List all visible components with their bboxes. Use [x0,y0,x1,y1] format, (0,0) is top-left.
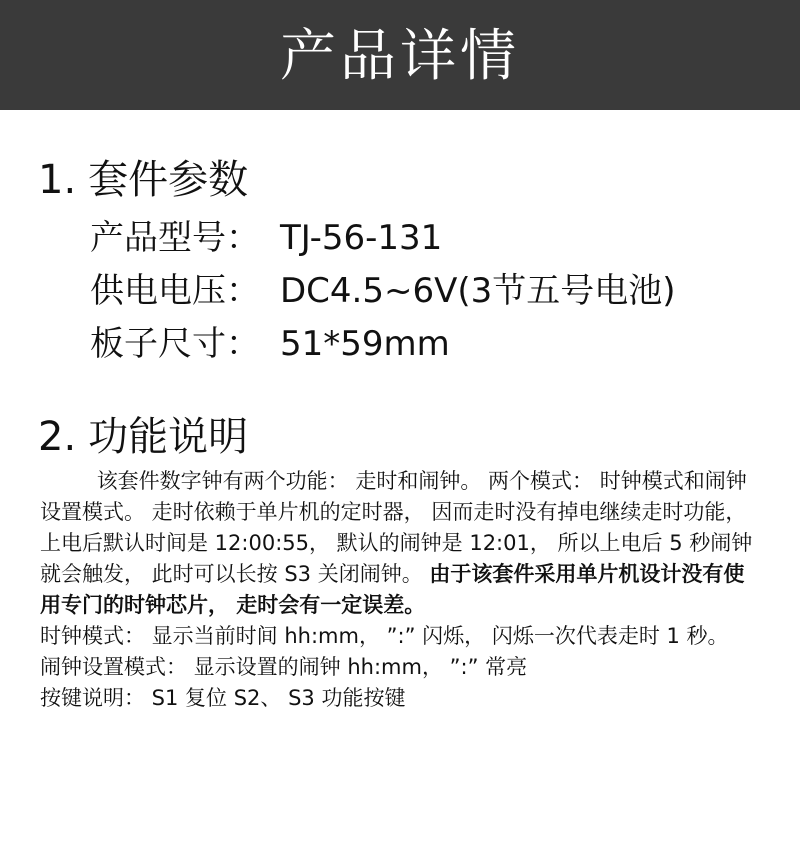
section-title-text: 功能说明 [88,414,249,460]
page-title: 产品详情 [280,24,520,89]
page-header [0,0,800,110]
spec-model [90,215,442,261]
spec-label: 产品型号： [90,218,260,258]
section-function-title [38,412,248,462]
spec-label: 板子尺寸： [90,324,260,364]
section-kit-params-title [38,155,248,205]
clock-mode-text: 时钟模式： 显示当前时间 hh:mm， ”:” 闪烁， 闪烁一次代表走时 1 秒。 [40,624,729,648]
spec-value: 51*59mm [280,324,450,364]
spec-board-size [90,321,450,367]
section-number: 2. [38,414,77,460]
spec-voltage [90,268,676,314]
intro-warning-text: 由于该套件采用单片机设计没有使用专门的时钟芯片， 走时会有一定误差。 [40,562,745,617]
function-description [40,466,760,714]
keys-text: 按键说明： S1 复位 S2、 S3 功能按键 [40,686,406,710]
section-number: 1. [38,157,77,203]
spec-value: TJ-56-131 [280,218,443,258]
section-title-text: 套件参数 [88,157,249,203]
spec-label: 供电电压： [90,271,260,311]
alarm-mode-text: 闹钟设置模式： 显示设置的闹钟 hh:mm， ”:” 常亮 [40,655,528,679]
spec-value: DC4.5~6V(3节五号电池) [280,271,676,311]
intro-text: 该套件数字钟有两个功能： 走时和闹钟。 两个模式： 时钟模式和闹钟设置模式。 走时依赖于单片机的定时器， 因而走时没有掉电继续走时功能， 上电后默认时间是 12:00:55， 默认的闹钟是 12:01， 所以上电后 5 秒闹钟就会触发， 此时可以长按 S3 关闭闹钟。 [40,469,753,586]
intro-paragraph [40,466,760,621]
